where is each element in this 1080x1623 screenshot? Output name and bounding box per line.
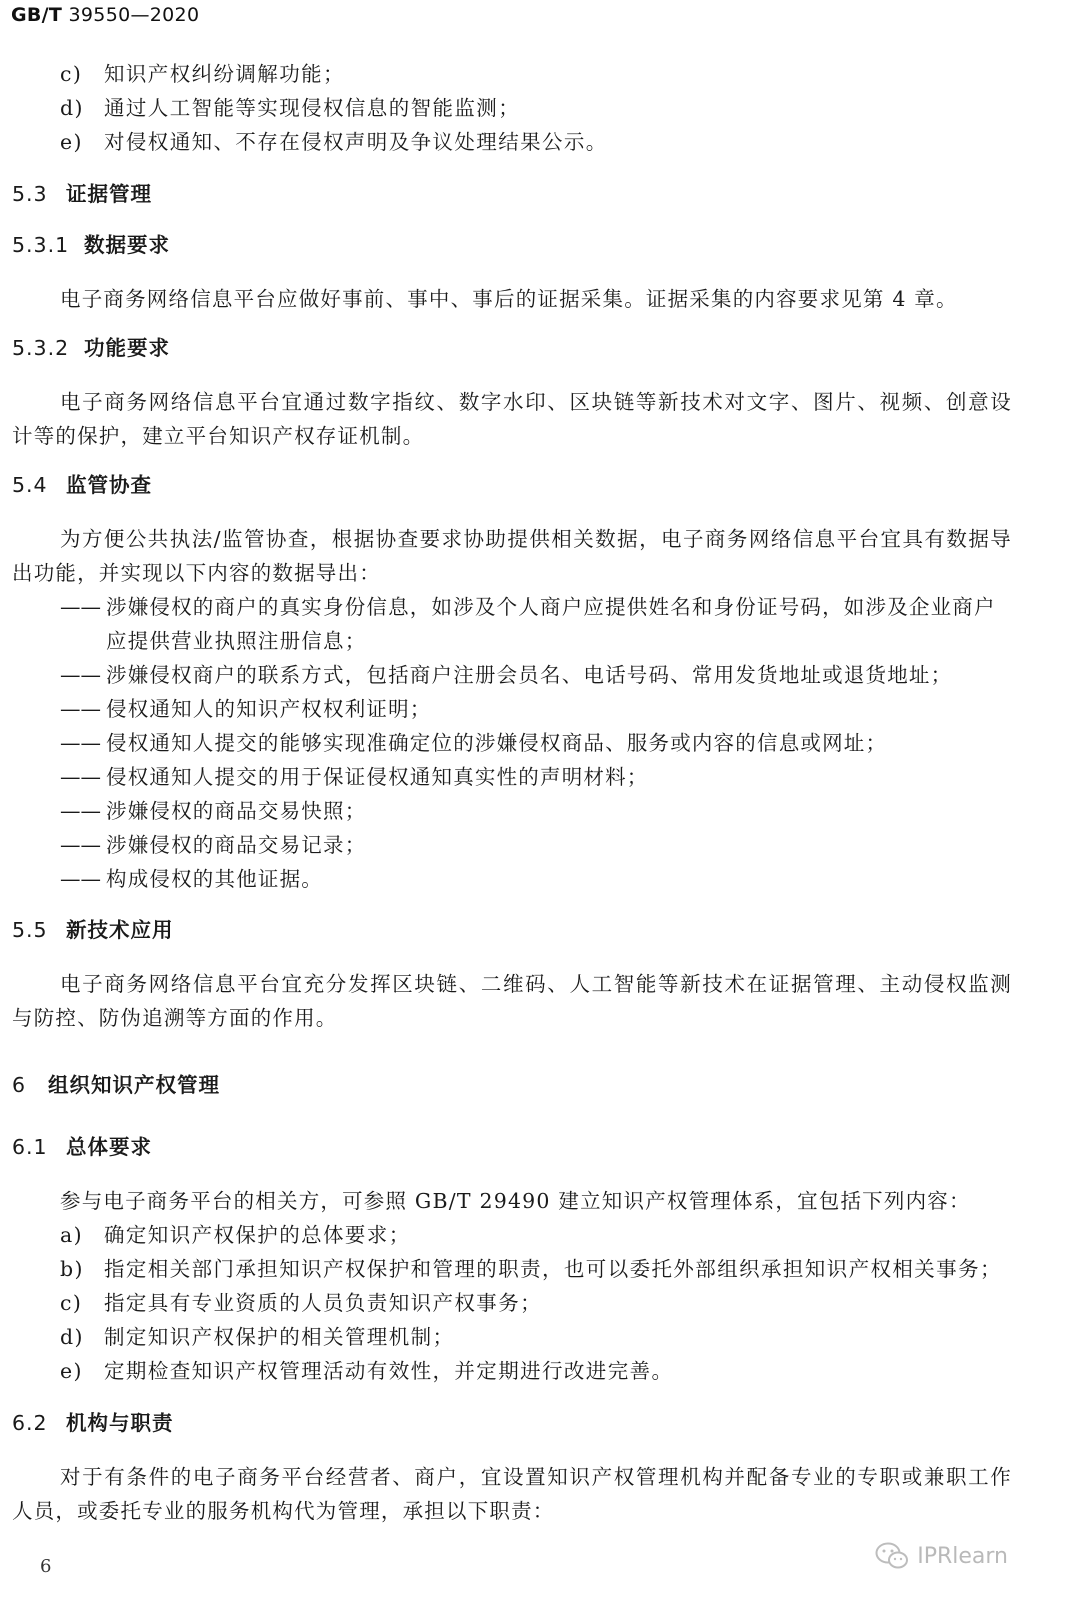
paragraph-6-1 xyxy=(12,1184,1012,1218)
dash-marker: —— xyxy=(60,663,101,687)
dash-text: 涉嫌侵权的商户的真实身份信息，如涉及个人商户应提供姓名和身份证号码，如涉及企业商户 xyxy=(106,595,996,619)
dash-text: 涉嫌侵权商户的联系方式，包括商户注册会员名、电话号码、常用发货地址或退货地址； xyxy=(106,663,953,687)
section-title: 新技术应用 xyxy=(66,918,174,942)
list-text: 指定具有专业资质的人员负责知识产权事务； xyxy=(104,1291,542,1315)
dash-text-continued: 应提供营业执照注册信息； xyxy=(106,629,367,653)
paragraph-text: 电子商务网络信息平台宜充分发挥区块链、二维码、人工智能等新技术在证据管理、主动侵权监测与防控、防伪追溯等方面的作用。 xyxy=(12,972,1012,1030)
section-number: 5.3 xyxy=(12,182,48,206)
list-text: 通过人工智能等实现侵权信息的智能监测； xyxy=(104,96,521,120)
dash-item xyxy=(60,794,1012,828)
watermark xyxy=(875,1542,1008,1570)
list-item xyxy=(60,94,520,122)
list-marker: b) xyxy=(60,1257,84,1281)
chapter-number: 6 xyxy=(12,1073,27,1097)
dash-text: 构成侵权的其他证据。 xyxy=(106,867,323,891)
section-number: 6.1 xyxy=(12,1135,48,1159)
paragraph-text: 电子商务网络信息平台应做好事前、事中、事后的证据采集。证据采集的内容要求见第 4 章。 xyxy=(60,287,958,311)
standard-prefix: GB/T xyxy=(11,4,63,26)
dash-marker: —— xyxy=(60,765,101,789)
section-number: 5.3.1 xyxy=(12,233,70,257)
standard-number: 39550—2020 xyxy=(68,4,200,26)
paragraph-5-5 xyxy=(12,967,1012,1035)
list-item xyxy=(60,1255,1002,1283)
dash-item xyxy=(60,658,1012,692)
section-number: 6.2 xyxy=(12,1411,48,1435)
chapter-heading-6 xyxy=(12,1071,220,1099)
list-item xyxy=(60,128,608,156)
list-text: 确定知识产权保护的总体要求； xyxy=(104,1223,411,1247)
watermark-text: IPRlearn xyxy=(917,1543,1008,1569)
section-heading-5-3 xyxy=(12,180,152,208)
dash-item xyxy=(60,760,1012,794)
section-title: 监管协查 xyxy=(66,473,152,497)
section-heading-5-3-2 xyxy=(12,334,170,362)
section-number: 5.4 xyxy=(12,473,48,497)
section-title: 功能要求 xyxy=(84,336,170,360)
dash-text: 涉嫌侵权的商品交易快照； xyxy=(106,799,367,823)
list-marker: d) xyxy=(60,1325,84,1349)
paragraph-text: 为方便公共执法/监管协查，根据协查要求协助提供相关数据，电子商务网络信息平台宜具有数据导出功能，并实现以下内容的数据导出： xyxy=(12,527,1012,585)
chapter-title: 组织知识产权管理 xyxy=(48,1073,220,1097)
paragraph-text: 电子商务网络信息平台宜通过数字指纹、数字水印、区块链等新技术对文字、图片、视频、创意设计等的保护，建立平台知识产权存证机制。 xyxy=(12,390,1012,448)
dash-text: 侵权通知人提交的能够实现准确定位的涉嫌侵权商品、服务或内容的信息或网址； xyxy=(106,731,888,755)
list-marker: e) xyxy=(60,1359,83,1383)
wechat-icon xyxy=(875,1542,909,1570)
dash-text: 涉嫌侵权的商品交易记录； xyxy=(106,833,367,857)
list-item xyxy=(60,1323,454,1351)
standard-header xyxy=(11,4,199,26)
paragraph-5-3-2 xyxy=(12,385,1012,453)
list-marker: a) xyxy=(60,1223,84,1247)
dash-marker: —— xyxy=(60,799,101,823)
dash-marker: —— xyxy=(60,595,101,619)
dash-item xyxy=(60,692,1012,726)
list-item xyxy=(60,1357,673,1385)
section-heading-6-1 xyxy=(12,1133,152,1161)
list-marker: c) xyxy=(60,1291,83,1315)
list-text: 指定相关部门承担知识产权保护和管理的职责，也可以委托外部组织承担知识产权相关事务； xyxy=(104,1257,1002,1281)
dash-marker: —— xyxy=(60,697,101,721)
section-heading-5-5 xyxy=(12,916,174,944)
list-item xyxy=(60,1221,411,1249)
dash-marker: —— xyxy=(60,731,101,755)
section-title: 机构与职责 xyxy=(66,1411,174,1435)
dash-item xyxy=(60,726,1012,760)
section-heading-5-3-1 xyxy=(12,231,170,259)
paragraph-5-3-1 xyxy=(12,282,1012,316)
list-marker: c) xyxy=(60,62,83,86)
list-marker: e) xyxy=(60,130,83,154)
dash-text: 侵权通知人的知识产权权利证明； xyxy=(106,697,432,721)
dash-marker: —— xyxy=(60,867,101,891)
list-text: 定期检查知识产权管理活动有效性，并定期进行改进完善。 xyxy=(104,1359,674,1383)
dash-item xyxy=(60,828,1012,862)
section-heading-5-4 xyxy=(12,471,152,499)
paragraph-text: 参与电子商务平台的相关方，可参照 GB/T 29490 建立知识产权管理体系，宜包括下列内容： xyxy=(60,1189,971,1213)
section-title: 数据要求 xyxy=(84,233,170,257)
dash-text: 侵权通知人提交的用于保证侵权通知真实性的声明材料； xyxy=(106,765,649,789)
paragraph-5-4 xyxy=(12,522,1012,590)
section-number: 5.3.2 xyxy=(12,336,70,360)
paragraph-6-2 xyxy=(12,1460,1012,1528)
list-text: 制定知识产权保护的相关管理机制； xyxy=(104,1325,455,1349)
paragraph-text: 对于有条件的电子商务平台经营者、商户，宜设置知识产权管理机构并配备专业的专职或兼职工作人员，或委托专业的服务机构代为管理，承担以下职责： xyxy=(12,1465,1012,1523)
list-item xyxy=(60,1289,542,1317)
list-item xyxy=(60,60,345,88)
dash-item xyxy=(60,862,1012,896)
dash-marker: —— xyxy=(60,833,101,857)
section-title: 证据管理 xyxy=(66,182,152,206)
list-marker: d) xyxy=(60,96,84,120)
section-number: 5.5 xyxy=(12,918,48,942)
list-text: 知识产权纠纷调解功能； xyxy=(104,62,345,86)
section-title: 总体要求 xyxy=(66,1135,152,1159)
dash-item xyxy=(60,590,1012,658)
page-number: 6 xyxy=(40,1556,52,1577)
section-heading-6-2 xyxy=(12,1409,174,1437)
list-text: 对侵权通知、不存在侵权声明及争议处理结果公示。 xyxy=(104,130,608,154)
dash-list xyxy=(60,590,1012,896)
